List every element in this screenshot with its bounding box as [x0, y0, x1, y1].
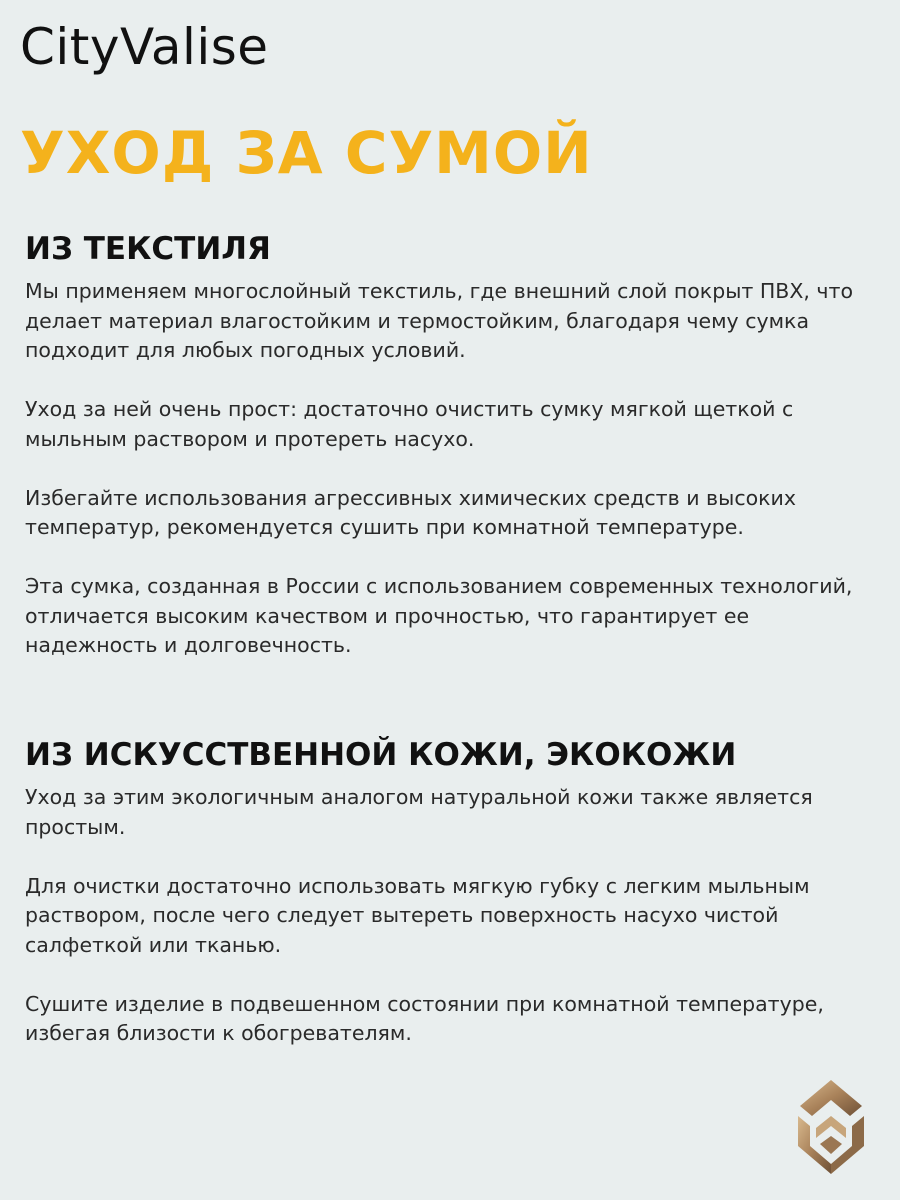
brand-logo-icon: [790, 1076, 872, 1176]
paragraph-textile-4: Эта сумка, созданная в России с использованием современных технологий, отличается высоким качеством и прочностью, что гарантирует ее надежность и долговечность.: [25, 574, 853, 657]
paragraph-textile-3: Избегайте использования агрессивных химических средств и высоких температур, рекомендуется сушить при комнатной температуре.: [25, 485, 796, 539]
paragraph-textile-2: Уход за ней очень прост: достаточно очистить сумку мягкой щеткой с мыльным раствором и протереть насухо.: [25, 397, 794, 451]
section-leather: [25, 737, 875, 1078]
page-title: УХОД ЗА СУМОЙ: [20, 119, 593, 187]
brand-name: CityValise: [20, 18, 269, 76]
section-heading-leather: ИЗ ИСКУССТВЕННОЙ КОЖИ, ЭКОКОЖИ: [25, 737, 737, 773]
paragraph-leather-1: Уход за этим экологичным аналогом натуральной кожи также является простым.: [25, 785, 813, 839]
paragraph-textile-1: Мы применяем многослойный текстиль, где внешний слой покрыт ПВХ, что делает материал влагостойким и термостойким, благодаря чему сумка подходит для любых погодных условий.: [25, 279, 853, 362]
section-heading-textile: ИЗ ТЕКСТИЛЯ: [25, 231, 271, 267]
section-textile: [25, 231, 875, 690]
paragraph-leather-2: Для очистки достаточно использовать мягкую губку с легким мыльным раствором, после чего следует вытереть поверхность насухо чистой салфеткой или тканью.: [25, 873, 810, 957]
paragraph-leather-3: Сушите изделие в подвешенном состоянии при комнатной температуре, избегая близости к обогревателям.: [25, 991, 824, 1045]
